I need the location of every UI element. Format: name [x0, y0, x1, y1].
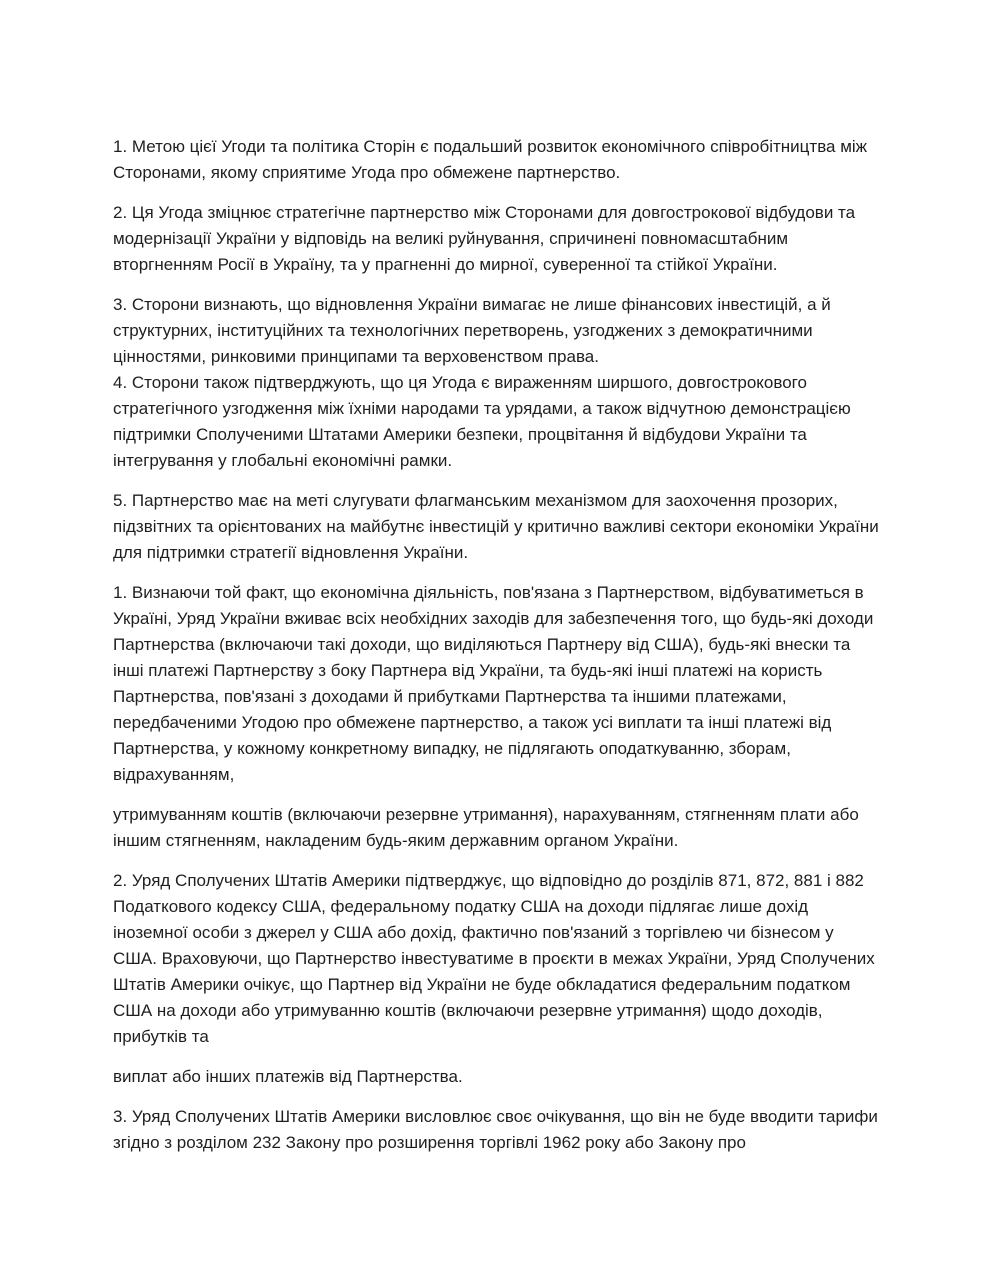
paragraph-recovery-requirements: 3. Сторони визнають, що відновлення України вимагає не лише фінансових інвестицій, а й структурних, інституційних та технологічних перетворень, узгоджених з демократичними цінностями, ринковими принципами та верховенством права. [113, 295, 831, 366]
paragraph-ukraine-tax-exemption: 1. Визнаючи той факт, що економічна діяльність, пов'язана з Партнерством, відбуватиметься в Україні, Уряд України вживає всіх необхідних заходів для забезпечення того, що будь-які доходи Партнерства (включаючи такі доходи, що виділяються Партнеру від США), будь-які внески та інші платежі Партнерству з боку Партнера від України, та будь-які інші платежі на користь Партнерства, пов'язані з доходами й прибутками Партнерства та іншими платежами, передбаченими Угодою про обмежене партнерство, а також усі виплати та інші платежі від Партнерства, у кожному конкретному випадку, не підлягають оподаткуванню, зборам, відрахуванням, [113, 583, 874, 784]
paragraph-long-term-alignment: 4. Сторони також підтверджують, що ця Угода є вираженням ширшого, довгострокового стратегічного узгодження між їхніми народами та урядами, а також відчутною демонстрацією підтримки Сполученими Штатами Америки безпеки, процвітання й відбудови України та інтегрування у глобальні економічні рамки. [113, 373, 851, 470]
paragraph-strategic-partnership: 2. Ця Угода зміцнює стратегічне партнерство між Сторонами для довгострокової відбудови та модернізації України у відповідь на великі руйнування, спричинені повномасштабним вторгненням Росії в Україну, та у прагненні до мирної, суверенної та стійкої України. [113, 203, 856, 274]
paragraph-payments-continuation: виплат або інших платежів від Партнерства. [113, 1067, 463, 1086]
paragraph-tariffs-expectation: 3. Уряд Сполучених Штатів Америки висловлює своє очікування, що він не буде вводити тарифи згідно з розділом 232 Закону про розширення торгівлі 1962 року або Закону про [113, 1107, 878, 1152]
paragraph-us-tax-code: 2. Уряд Сполучених Штатів Америки підтверджує, що відповідно до розділів 871, 872, 881 і 882 Податкового кодексу США, федеральному податку США на доходи підлягає лише дохід іноземної особи з джерел у США або дохід, фактично пов'язаний з торгівлею чи бізнесом у США. Враховуючи, що Партнерство інвестуватиме в проєкти в межах України, Уряд Сполучених Штатів Америки очікує, що Партнер від України не буде обкладатися федеральним податком США на доходи або утримуванню коштів (включаючи резервне утримання) щодо доходів, прибутків та [113, 871, 875, 1046]
paragraph-withholding-continuation: утримуванням коштів (включаючи резервне утримання), нарахуванням, стягненням плати або іншим стягненням, накладеним будь-яким державним органом України. [113, 805, 859, 850]
paragraph-purpose: 1. Метою цієї Угоди та політика Сторін є подальший розвиток економічного співробітництва між Сторонами, якому сприятиме Угода про обмежене партнерство. [113, 137, 868, 182]
paragraph-flagship-mechanism: 5. Партнерство має на меті слугувати флагманським механізмом для заохочення прозорих, підзвітних та орієнтованих на майбутнє інвестицій у критично важливі сектори економіки України для підтримки стратегії відновлення України. [113, 491, 879, 562]
